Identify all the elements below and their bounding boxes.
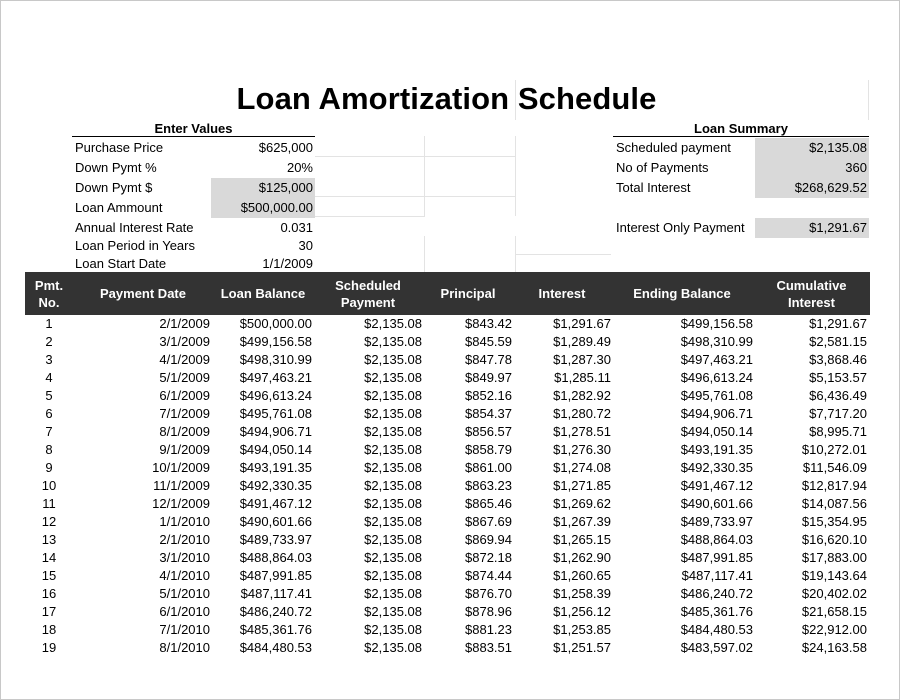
summary-value: 360 xyxy=(845,160,867,175)
table-cell: $15,354.95 xyxy=(801,514,867,529)
table-cell: 17 xyxy=(41,604,57,619)
table-cell: $2,135.08 xyxy=(364,622,422,637)
table-cell: $2,135.08 xyxy=(364,424,422,439)
table-cell: 8/1/2010 xyxy=(159,640,210,655)
table-cell: 6 xyxy=(45,406,53,421)
table-cell: $484,480.53 xyxy=(239,640,312,655)
table-row xyxy=(25,405,870,423)
table-cell: $2,135.08 xyxy=(364,316,422,331)
table-cell: 3/1/2009 xyxy=(159,334,210,349)
table-cell: $1,253.85 xyxy=(553,622,611,637)
table-cell: $1,274.08 xyxy=(553,460,611,475)
table-cell: $16,620.10 xyxy=(801,532,867,547)
summary-value: $268,629.52 xyxy=(794,180,867,195)
table-row xyxy=(25,369,870,387)
table-cell: $498,310.99 xyxy=(680,334,753,349)
gridline xyxy=(315,196,515,197)
enter-values-title: Enter Values xyxy=(72,121,315,137)
table-cell: $485,361.76 xyxy=(680,604,753,619)
table-cell: 11/1/2009 xyxy=(153,478,210,493)
table-cell: $2,135.08 xyxy=(364,496,422,511)
table-row xyxy=(25,495,870,513)
summary-row xyxy=(613,138,869,158)
field-value[interactable]: $625,000 xyxy=(258,140,313,155)
table-cell: $495,761.08 xyxy=(239,406,312,421)
enter-values-row xyxy=(72,138,315,158)
table-cell: 7/1/2010 xyxy=(159,622,210,637)
table-cell: 6/1/2009 xyxy=(159,388,210,403)
table-cell: $499,156.58 xyxy=(239,334,312,349)
table-row xyxy=(25,459,870,477)
table-cell: $494,906.71 xyxy=(680,406,753,421)
table-row xyxy=(25,441,870,459)
table-cell: $1,291.67 xyxy=(553,316,611,331)
table-cell: $872.18 xyxy=(465,550,512,565)
table-cell: $487,991.85 xyxy=(680,550,753,565)
header-cumulative-interest[interactable]: Cumulative Interest xyxy=(776,277,847,310)
enter-values-row xyxy=(72,254,315,274)
table-cell: $865.46 xyxy=(465,496,512,511)
table-cell: $497,463.21 xyxy=(239,370,312,385)
table-cell: 3/1/2010 xyxy=(159,550,210,565)
table-cell: $2,135.08 xyxy=(364,604,422,619)
table-cell: $5,153.57 xyxy=(809,370,867,385)
table-cell: $1,276.30 xyxy=(553,442,611,457)
table-cell: $1,265.15 xyxy=(553,532,611,547)
field-label: Annual Interest Rate xyxy=(75,220,194,235)
table-cell: $843.42 xyxy=(465,316,512,331)
field-label: Loan Ammount xyxy=(75,200,163,215)
table-cell: $496,613.24 xyxy=(239,388,312,403)
table-cell: $1,285.11 xyxy=(554,370,611,385)
table-cell: $2,135.08 xyxy=(364,532,422,547)
table-cell: $492,330.35 xyxy=(239,478,312,493)
field-value[interactable]: $500,000.00 xyxy=(240,200,313,215)
table-row xyxy=(25,531,870,549)
table-cell: $494,906.71 xyxy=(239,424,312,439)
table-cell: $7,717.20 xyxy=(809,406,867,421)
page-title: Loan Amortization Schedule xyxy=(236,81,657,116)
gridline xyxy=(515,254,611,255)
table-cell: $498,310.99 xyxy=(239,352,312,367)
table-cell: $494,050.14 xyxy=(239,442,312,457)
table-cell: $6,436.49 xyxy=(809,388,867,403)
field-label: Loan Start Date xyxy=(75,256,167,271)
table-cell: $858.79 xyxy=(465,442,512,457)
table-row xyxy=(25,333,870,351)
table-row xyxy=(25,549,870,567)
table-cell: 1/1/2010 xyxy=(159,514,210,529)
table-cell: $21,658.15 xyxy=(801,604,867,619)
table-cell: 7 xyxy=(45,424,53,439)
enter-values-row xyxy=(72,158,315,178)
table-cell: $486,240.72 xyxy=(239,604,312,619)
table-cell: $2,135.08 xyxy=(364,586,422,601)
table-cell: $883.51 xyxy=(465,640,512,655)
summary-label: Total Interest xyxy=(616,180,691,195)
table-cell: 8/1/2009 xyxy=(159,424,210,439)
table-cell: $487,117.41 xyxy=(681,568,753,583)
table-row xyxy=(25,585,870,603)
table-cell: $485,361.76 xyxy=(239,622,312,637)
table-cell: $499,156.58 xyxy=(680,316,753,331)
table-cell: 5 xyxy=(45,388,53,403)
field-value[interactable]: $125,000 xyxy=(258,180,313,195)
table-cell: 15 xyxy=(41,568,57,583)
table-cell: $494,050.14 xyxy=(680,424,753,439)
table-cell: $2,135.08 xyxy=(364,406,422,421)
table-cell: 6/1/2010 xyxy=(159,604,210,619)
table-cell: $10,272.01 xyxy=(801,442,867,457)
table-cell: 2/1/2010 xyxy=(159,532,210,547)
table-cell: $1,267.39 xyxy=(553,514,611,529)
table-cell: $881.23 xyxy=(465,622,512,637)
table-cell: $490,601.66 xyxy=(239,514,312,529)
table-cell: $12,817.94 xyxy=(801,478,867,493)
table-row xyxy=(25,423,870,441)
table-row xyxy=(25,567,870,585)
table-cell: $2,135.08 xyxy=(364,352,422,367)
table-cell: $500,000.00 xyxy=(239,316,312,331)
table-cell: 11 xyxy=(42,496,56,511)
table-cell: $878.96 xyxy=(465,604,512,619)
header-ending-balance[interactable]: Ending Balance xyxy=(633,286,731,301)
table-cell: $483,597.02 xyxy=(680,640,753,655)
table-cell: $19,143.64 xyxy=(801,568,867,583)
table-cell: $2,135.08 xyxy=(364,478,422,493)
table-row xyxy=(25,603,870,621)
table-cell: $489,733.97 xyxy=(239,532,312,547)
table-cell: $874.44 xyxy=(465,568,512,583)
enter-values-row xyxy=(72,218,315,238)
table-cell: 10 xyxy=(41,478,57,493)
field-label: Down Pymt $ xyxy=(75,180,153,195)
gridline xyxy=(315,216,425,217)
table-cell: $1,271.85 xyxy=(553,478,611,493)
table-cell: $486,240.72 xyxy=(680,586,753,601)
interest-only-value: $1,291.67 xyxy=(809,220,867,235)
table-cell: $856.57 xyxy=(465,424,512,439)
table-cell: 4 xyxy=(45,370,53,385)
summary-label: No of Payments xyxy=(616,160,709,175)
table-cell: $2,135.08 xyxy=(364,640,422,655)
table-cell: 2 xyxy=(45,334,53,349)
field-label: Down Pymt % xyxy=(75,160,157,175)
header-scheduled-payment[interactable]: Scheduled Payment xyxy=(335,277,401,310)
gridline xyxy=(424,136,425,216)
table-cell: $876.70 xyxy=(465,586,512,601)
gridline xyxy=(424,236,425,272)
table-cell: $1,251.57 xyxy=(553,640,611,655)
header-pmt-no[interactable]: Pmt. No. xyxy=(34,277,64,310)
table-cell: $2,135.08 xyxy=(364,460,422,475)
table-cell: 16 xyxy=(41,586,57,601)
table-cell: $852.16 xyxy=(465,388,512,403)
table-cell: $861.00 xyxy=(465,460,512,475)
table-cell: 4/1/2009 xyxy=(159,352,210,367)
table-cell: $847.78 xyxy=(465,352,512,367)
field-label: Purchase Price xyxy=(75,140,164,155)
enter-values-row xyxy=(72,178,315,198)
table-row xyxy=(25,351,870,369)
table-cell: $492,330.35 xyxy=(680,460,753,475)
table-cell: $854.37 xyxy=(465,406,512,421)
field-value[interactable]: 30 xyxy=(298,238,313,253)
summary-row xyxy=(613,158,869,178)
table-cell: $2,135.08 xyxy=(364,514,422,529)
table-cell: 4/1/2010 xyxy=(159,568,210,583)
table-cell: 1 xyxy=(45,316,53,331)
table-cell: $3,868.46 xyxy=(809,352,867,367)
table-cell: $1,260.65 xyxy=(553,568,611,583)
summary-row xyxy=(613,178,869,198)
table-cell: 13 xyxy=(41,532,57,547)
field-value[interactable]: 20% xyxy=(286,160,313,175)
table-cell: $487,117.41 xyxy=(240,586,312,601)
table-cell: $493,191.35 xyxy=(239,460,312,475)
table-cell: 9/1/2009 xyxy=(159,442,210,457)
table-cell: $2,135.08 xyxy=(364,334,422,349)
table-cell: $849.97 xyxy=(465,370,512,385)
table-row xyxy=(25,513,870,531)
table-cell: $1,291.67 xyxy=(809,316,867,331)
table-cell: 7/1/2009 xyxy=(159,406,210,421)
loan-summary-title: Loan Summary xyxy=(613,121,869,137)
table-cell: 12/1/2009 xyxy=(152,496,210,511)
table-cell: $845.59 xyxy=(465,334,512,349)
table-cell: $1,280.72 xyxy=(553,406,611,421)
header-principal[interactable]: Principal xyxy=(440,286,496,301)
enter-values-row xyxy=(72,236,315,256)
summary-label: Scheduled payment xyxy=(616,140,731,155)
summary-value: $2,135.08 xyxy=(809,140,867,155)
table-cell: 12 xyxy=(41,514,57,529)
interest-only-row xyxy=(613,218,869,238)
table-row xyxy=(25,477,870,495)
table-cell: $487,991.85 xyxy=(239,568,312,583)
table-cell: 2/1/2009 xyxy=(159,316,210,331)
table-cell: $497,463.21 xyxy=(680,352,753,367)
table-cell: $11,546.09 xyxy=(802,460,867,475)
table-cell: $2,581.15 xyxy=(809,334,867,349)
table-cell: 5/1/2009 xyxy=(159,370,210,385)
table-cell: $2,135.08 xyxy=(364,370,422,385)
gridline xyxy=(515,136,516,216)
table-cell: $17,883.00 xyxy=(801,550,867,565)
table-cell: $484,480.53 xyxy=(680,622,753,637)
table-cell: $14,087.56 xyxy=(801,496,867,511)
table-header xyxy=(25,272,870,315)
table-cell: 5/1/2010 xyxy=(159,586,210,601)
table-cell: $491,467.12 xyxy=(239,496,312,511)
table-cell: $496,613.24 xyxy=(680,370,753,385)
table-cell: $2,135.08 xyxy=(364,568,422,583)
table-row xyxy=(25,621,870,639)
table-cell: $493,191.35 xyxy=(680,442,753,457)
table-cell: $1,258.39 xyxy=(553,586,611,601)
table-row xyxy=(25,639,870,657)
table-cell: $2,135.08 xyxy=(364,388,422,403)
table-cell: $488,864.03 xyxy=(680,532,753,547)
field-value[interactable]: 1/1/2009 xyxy=(262,256,313,271)
table-cell: $488,864.03 xyxy=(239,550,312,565)
table-row xyxy=(25,387,870,405)
table-cell: $495,761.08 xyxy=(680,388,753,403)
table-cell: $489,733.97 xyxy=(680,514,753,529)
table-cell: $1,278.51 xyxy=(553,424,611,439)
table-cell: $1,262.90 xyxy=(553,550,611,565)
header-interest[interactable]: Interest xyxy=(538,286,586,301)
table-cell: $24,163.58 xyxy=(801,640,867,655)
field-value[interactable]: 0.031 xyxy=(280,220,313,235)
table-cell: $867.69 xyxy=(465,514,512,529)
table-cell: 19 xyxy=(41,640,57,655)
table-cell: $1,289.49 xyxy=(553,334,611,349)
table-cell: 18 xyxy=(41,622,57,637)
table-cell: $22,912.00 xyxy=(801,622,867,637)
table-cell: $491,467.12 xyxy=(680,478,753,493)
table-cell: $1,256.12 xyxy=(553,604,611,619)
header-loan-balance[interactable]: Loan Balance xyxy=(220,286,306,301)
table-cell: $1,287.30 xyxy=(553,352,611,367)
table-row xyxy=(25,315,870,333)
table-cell: $490,601.66 xyxy=(680,496,753,511)
table-cell: $20,402.02 xyxy=(801,586,867,601)
table-cell: 10/1/2009 xyxy=(152,460,210,475)
table-cell: $863.23 xyxy=(465,478,512,493)
table-cell: $869.94 xyxy=(465,532,512,547)
table-cell: $1,269.62 xyxy=(553,496,611,511)
table-cell: $1,282.92 xyxy=(553,388,611,403)
table-cell: $2,135.08 xyxy=(364,550,422,565)
gridline xyxy=(315,156,515,157)
table-cell: 3 xyxy=(45,352,53,367)
table-cell: 8 xyxy=(45,442,53,457)
enter-values-row xyxy=(72,198,315,218)
header-payment-date[interactable]: Payment Date xyxy=(100,286,186,301)
table-cell: $2,135.08 xyxy=(364,442,422,457)
table-cell: 14 xyxy=(41,550,57,565)
table-cell: 9 xyxy=(45,460,53,475)
field-label: Loan Period in Years xyxy=(75,238,195,253)
interest-only-label: Interest Only Payment xyxy=(616,220,745,235)
table-cell: $8,995.71 xyxy=(809,424,867,439)
